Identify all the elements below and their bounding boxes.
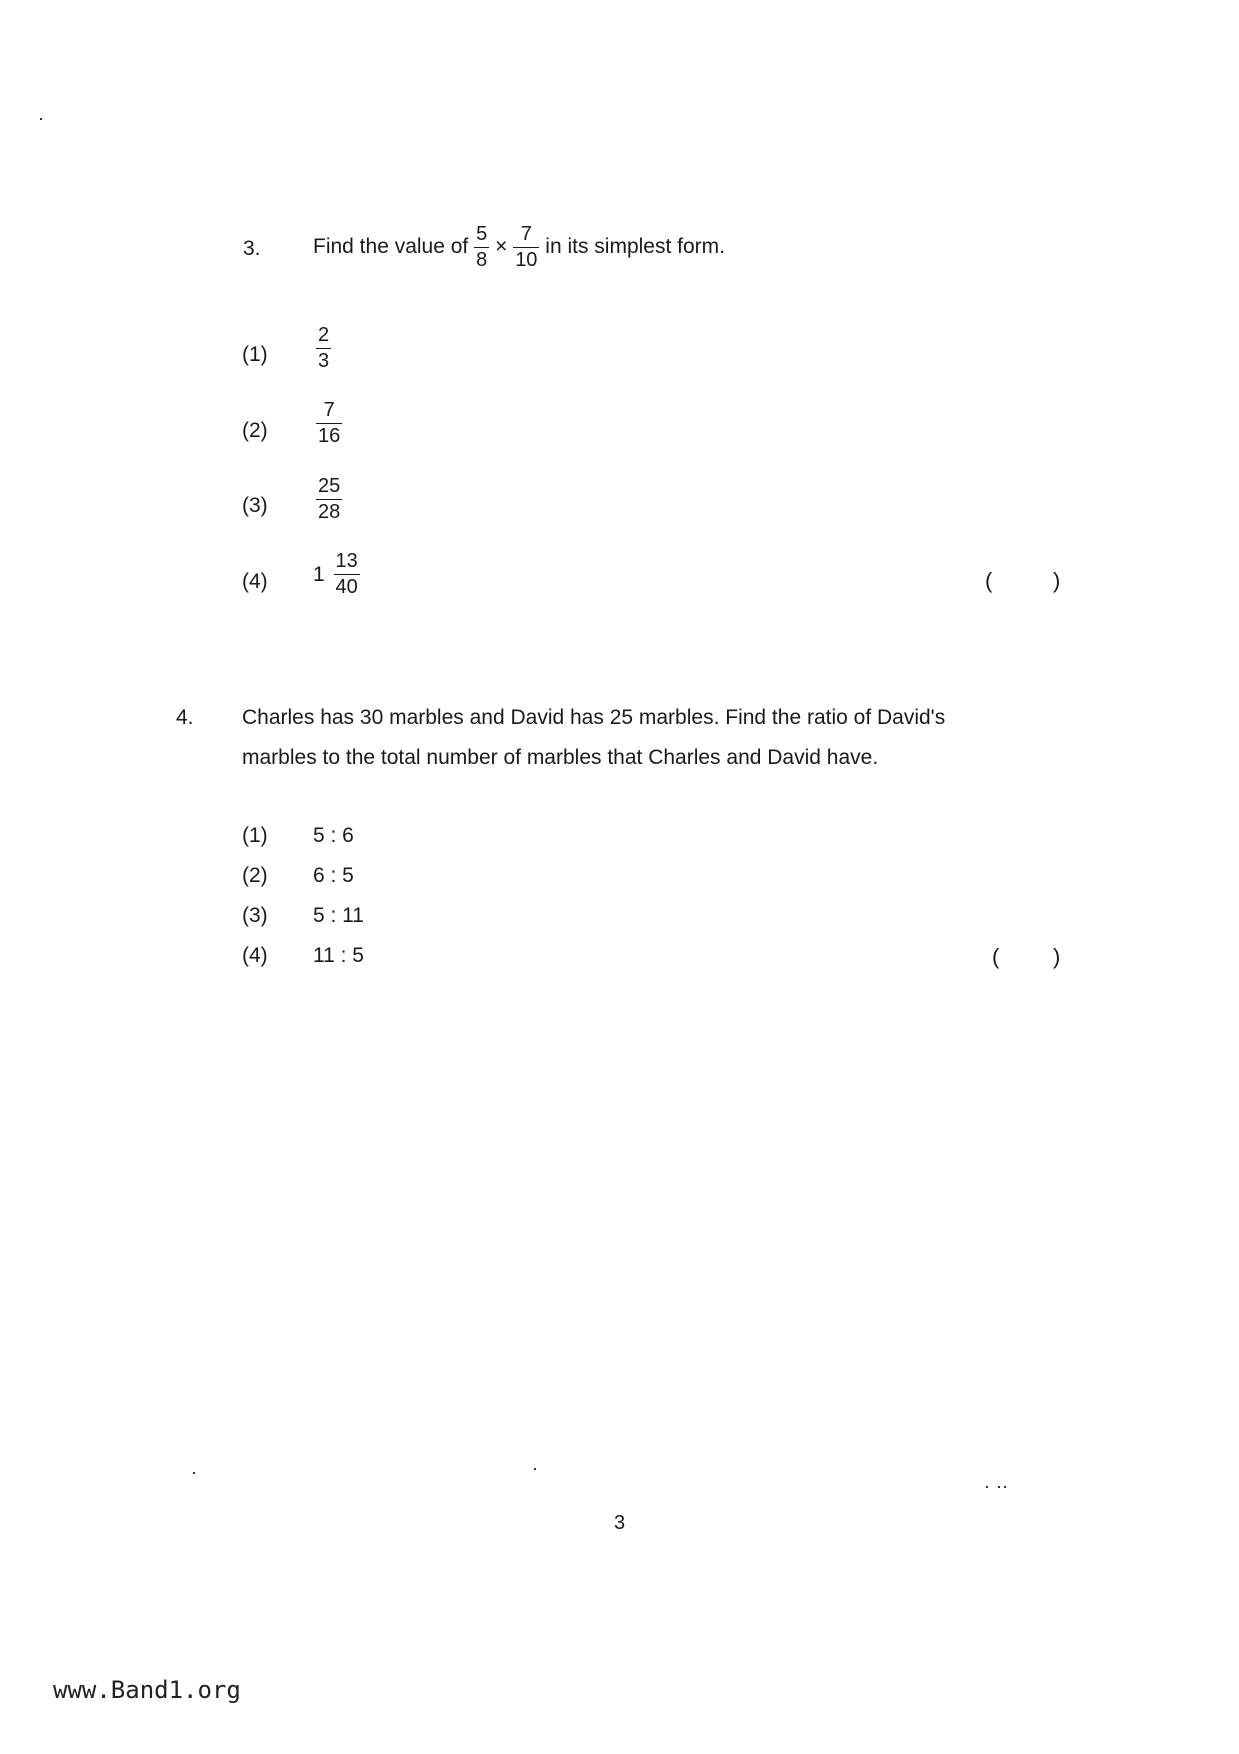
option-label: (1) (242, 343, 268, 366)
question-stem (313, 224, 725, 271)
option-4-mixed-number (313, 551, 360, 598)
option-3-fraction (316, 476, 342, 523)
fraction-denominator: 10 (515, 249, 538, 271)
option-2-fraction (316, 400, 342, 447)
fraction-numerator: 7 (520, 223, 532, 245)
fraction-denominator: 28 (318, 501, 341, 523)
scan-speck (998, 1486, 1000, 1488)
answer-bracket-open: ( (992, 944, 1000, 969)
scan-speck (986, 1486, 988, 1488)
fraction-denominator: 3 (318, 350, 330, 372)
answer-bracket-close: ) (1053, 944, 1061, 969)
fraction-numerator: 25 (318, 475, 341, 497)
option-label: (2) (242, 864, 268, 887)
option-3-text: 5 : 11 (313, 904, 364, 927)
mixed-whole: 1 (313, 562, 325, 586)
watermark: www.Band1.org (53, 1676, 241, 1704)
fraction-a (474, 224, 489, 271)
stem-text-after: in its simplest form. (545, 235, 725, 259)
option-1-fraction (316, 325, 331, 372)
option-label: (3) (242, 494, 268, 517)
stem-text-before: Find the value of (313, 235, 469, 259)
fraction-denominator: 8 (476, 249, 488, 271)
question-number: 3. (243, 237, 261, 260)
answer-bracket-close: ) (1053, 568, 1061, 593)
fraction-numerator: 2 (318, 324, 330, 346)
fraction-numerator: 7 (323, 399, 335, 421)
scan-speck (193, 1472, 195, 1474)
fraction-denominator: 16 (318, 425, 341, 447)
fraction-numerator: 13 (335, 550, 358, 572)
option-label: (1) (242, 824, 268, 847)
option-label: (4) (242, 570, 268, 593)
question-number: 4. (176, 706, 194, 729)
question-stem-line-1: Charles has 30 marbles and David has 25 marbles. Find the ratio of David's (242, 706, 946, 729)
fraction-denominator: 40 (335, 576, 358, 598)
scan-speck (534, 1468, 536, 1470)
scan-speck (40, 118, 42, 120)
fraction-numerator: 5 (476, 223, 488, 245)
multiply-operator: × (495, 235, 508, 259)
option-4-text: 11 : 5 (313, 944, 364, 967)
option-1-text: 5 : 6 (313, 824, 354, 847)
page-number: 3 (614, 1512, 626, 1534)
scan-speck (1004, 1486, 1006, 1488)
option-label: (2) (242, 419, 268, 442)
answer-bracket-open: ( (985, 568, 993, 593)
fraction-b (513, 224, 539, 271)
option-label: (3) (242, 904, 268, 927)
question-stem-line-2: marbles to the total number of marbles that Charles and David have. (242, 746, 879, 769)
option-label: (4) (242, 944, 268, 967)
option-2-text: 6 : 5 (313, 864, 354, 887)
